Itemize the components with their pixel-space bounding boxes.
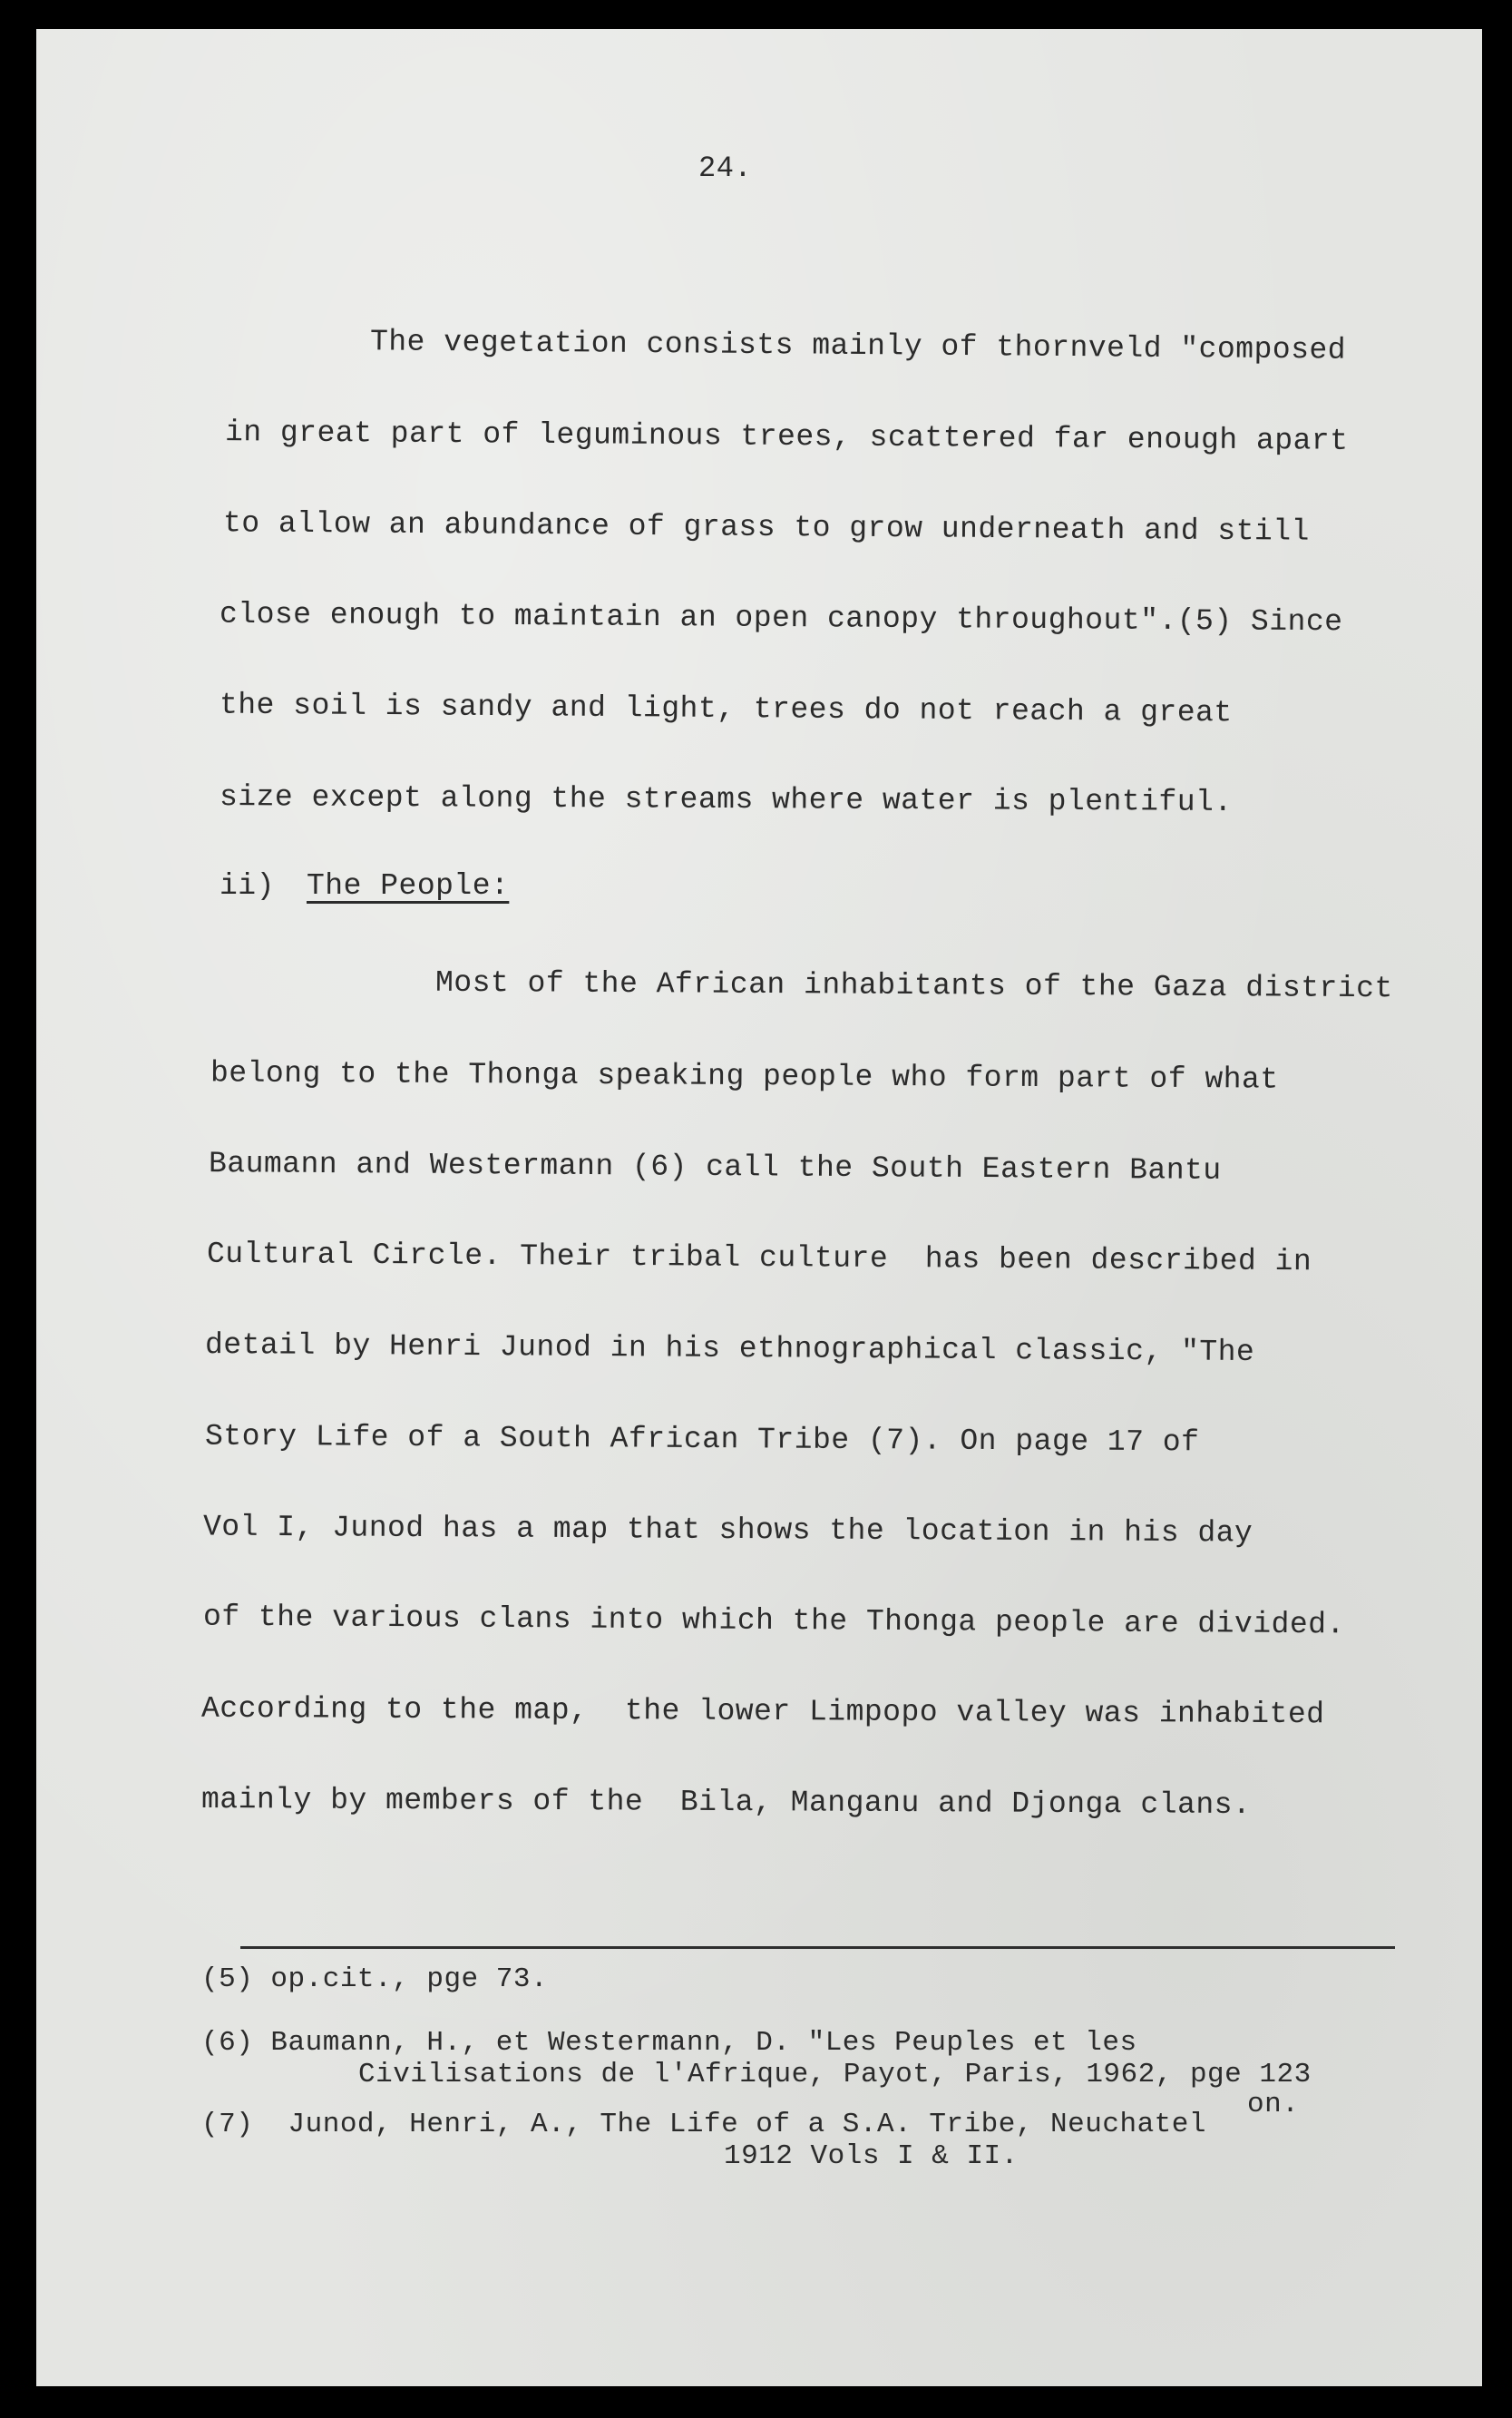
body-line-3: to allow an abundance of grass to grow underneath and still: [222, 506, 1311, 549]
body-line-5: the soil is sandy and light, trees do not reach a great: [219, 688, 1233, 730]
section-line-6: Story Life of a South African Tribe (7). On page 17 of: [204, 1419, 1200, 1460]
typed-page: [36, 29, 1482, 2386]
page-number: 24.: [698, 152, 753, 185]
section-line-5: detail by Henri Junod in his ethnographical classic, "The: [204, 1327, 1255, 1370]
section-line-10: mainly by members of the Bila, Manganu and Djonga clans.: [200, 1782, 1252, 1823]
body-line-1: The vegetation consists mainly of thornveld "composed: [369, 325, 1347, 367]
section-line-9: According to the map, the lower Limpopo valley was inhabited: [200, 1691, 1325, 1732]
footnote-5: (5) op.cit., pge 73.: [201, 1963, 549, 1995]
footnote-7-line-2: 1912 Vols I & II.: [724, 2140, 1019, 2172]
footnote-6-line-1: (6) Baumann, H., et Westermann, D. "Les Peuples et les: [201, 2027, 1137, 2059]
section-heading: The People:: [307, 869, 510, 903]
section-line-2: belong to the Thonga speaking people who form part of what: [210, 1056, 1279, 1097]
footnote-divider: [240, 1946, 1395, 1949]
body-line-2: in great part of leguminous trees, scattered far enough apart: [224, 416, 1349, 458]
footnote-6-continuation: on.: [1247, 2089, 1300, 2120]
section-line-4: Cultural Circle. Their tribal culture has been described in: [206, 1237, 1312, 1279]
body-line-4: close enough to maintain an open canopy throughout".(5) Since: [219, 597, 1343, 640]
section-line-7: Vol I, Junod has a map that shows the location in his day: [202, 1510, 1253, 1551]
section-number: ii): [219, 869, 275, 903]
section-line-1: Most of the African inhabitants of the Gaza district: [434, 965, 1393, 1006]
section-line-3: Baumann and Westermann (6) call the South Eastern Bantu: [208, 1147, 1222, 1188]
footnote-6-line-2: Civilisations de l'Afrique, Payot, Paris, 1962, pge 123: [358, 2059, 1312, 2090]
body-line-6: size except along the streams where water is plentiful.: [219, 780, 1233, 819]
footnote-7-line-1: (7) Junod, Henri, A., The Life of a S.A. Tribe, Neuchatel: [201, 2109, 1206, 2140]
section-line-8: of the various clans into which the Thonga people are divided.: [202, 1600, 1345, 1642]
